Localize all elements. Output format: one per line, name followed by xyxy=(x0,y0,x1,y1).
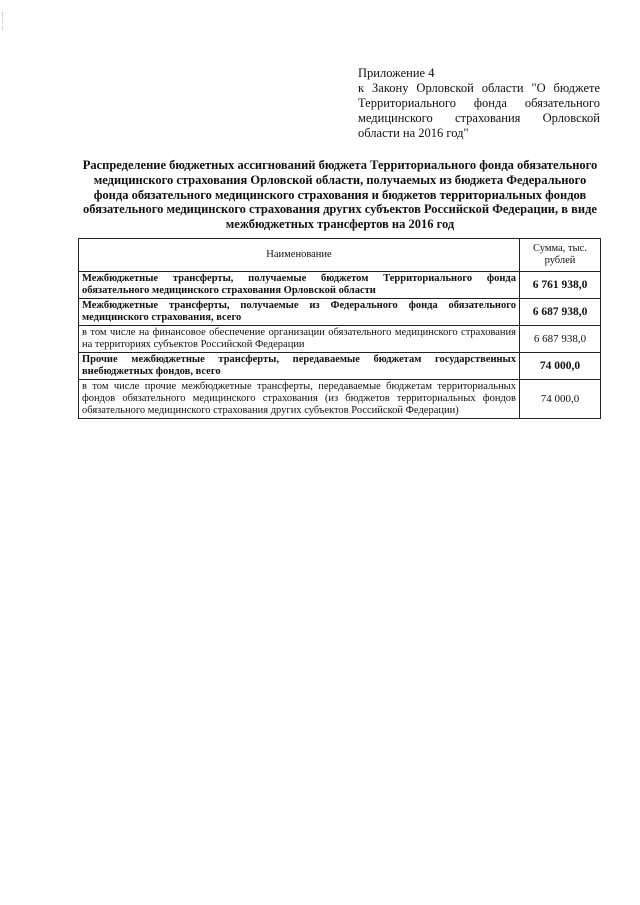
appendix-number: Приложение 4 xyxy=(358,66,435,80)
header-name: Наименование xyxy=(79,239,520,272)
appendix-law-reference: к Закону Орловской области "О бюджете Территориального фонда обязательного медицинского страхования Орловской области на 2016 год" xyxy=(358,81,600,140)
header-amount: Сумма, тыс. рублей xyxy=(520,239,601,272)
row-name: Межбюджетные трансферты, получаемые из Федерального фонда обязательного медицинского страхования, всего xyxy=(79,299,520,326)
table-row xyxy=(79,326,601,353)
row-amount: 74 000,0 xyxy=(520,353,601,380)
row-amount: 74 000,0 xyxy=(520,380,601,419)
row-name: в том числе прочие межбюджетные трансферты, передаваемые бюджетам территориальных фондов обязательного медицинского страхования (из бюджетов территориальных фондов обязательного медицинского страхования других субъектов Российской Федерации) xyxy=(79,380,520,419)
row-name: Прочие межбюджетные трансферты, передаваемые бюджетам государственных внебюджетных фондов, всего xyxy=(79,353,520,380)
appendix-note xyxy=(358,66,600,141)
row-amount: 6 687 938,0 xyxy=(520,326,601,353)
table-row xyxy=(79,353,601,380)
row-name: Межбюджетные трансферты, получаемые бюджетом Территориального фонда обязательного медицинского страхования Орловской области xyxy=(79,272,520,299)
scan-margin-mark xyxy=(2,12,5,30)
document-title: Распределение бюджетных ассигнований бюджета Территориального фонда обязательного медицинского страхования Орловской области, получаемых из бюджета Федерального фонда обязательного медицинского страхования и бюджетов территориальных фондов обязательного медицинского страхования других субъектов Российской Федерации, в виде межбюджетных трансфертов на 2016 год xyxy=(82,158,598,232)
table-header-row xyxy=(79,239,601,272)
table-row xyxy=(79,380,601,419)
row-amount: 6 687 938,0 xyxy=(520,299,601,326)
table-row xyxy=(79,299,601,326)
transfers-table xyxy=(78,238,601,419)
table-row xyxy=(79,272,601,299)
row-name: в том числе на финансовое обеспечение организации обязательного медицинского страхования на территориях субъектов Российской Федерации xyxy=(79,326,520,353)
row-amount: 6 761 938,0 xyxy=(520,272,601,299)
